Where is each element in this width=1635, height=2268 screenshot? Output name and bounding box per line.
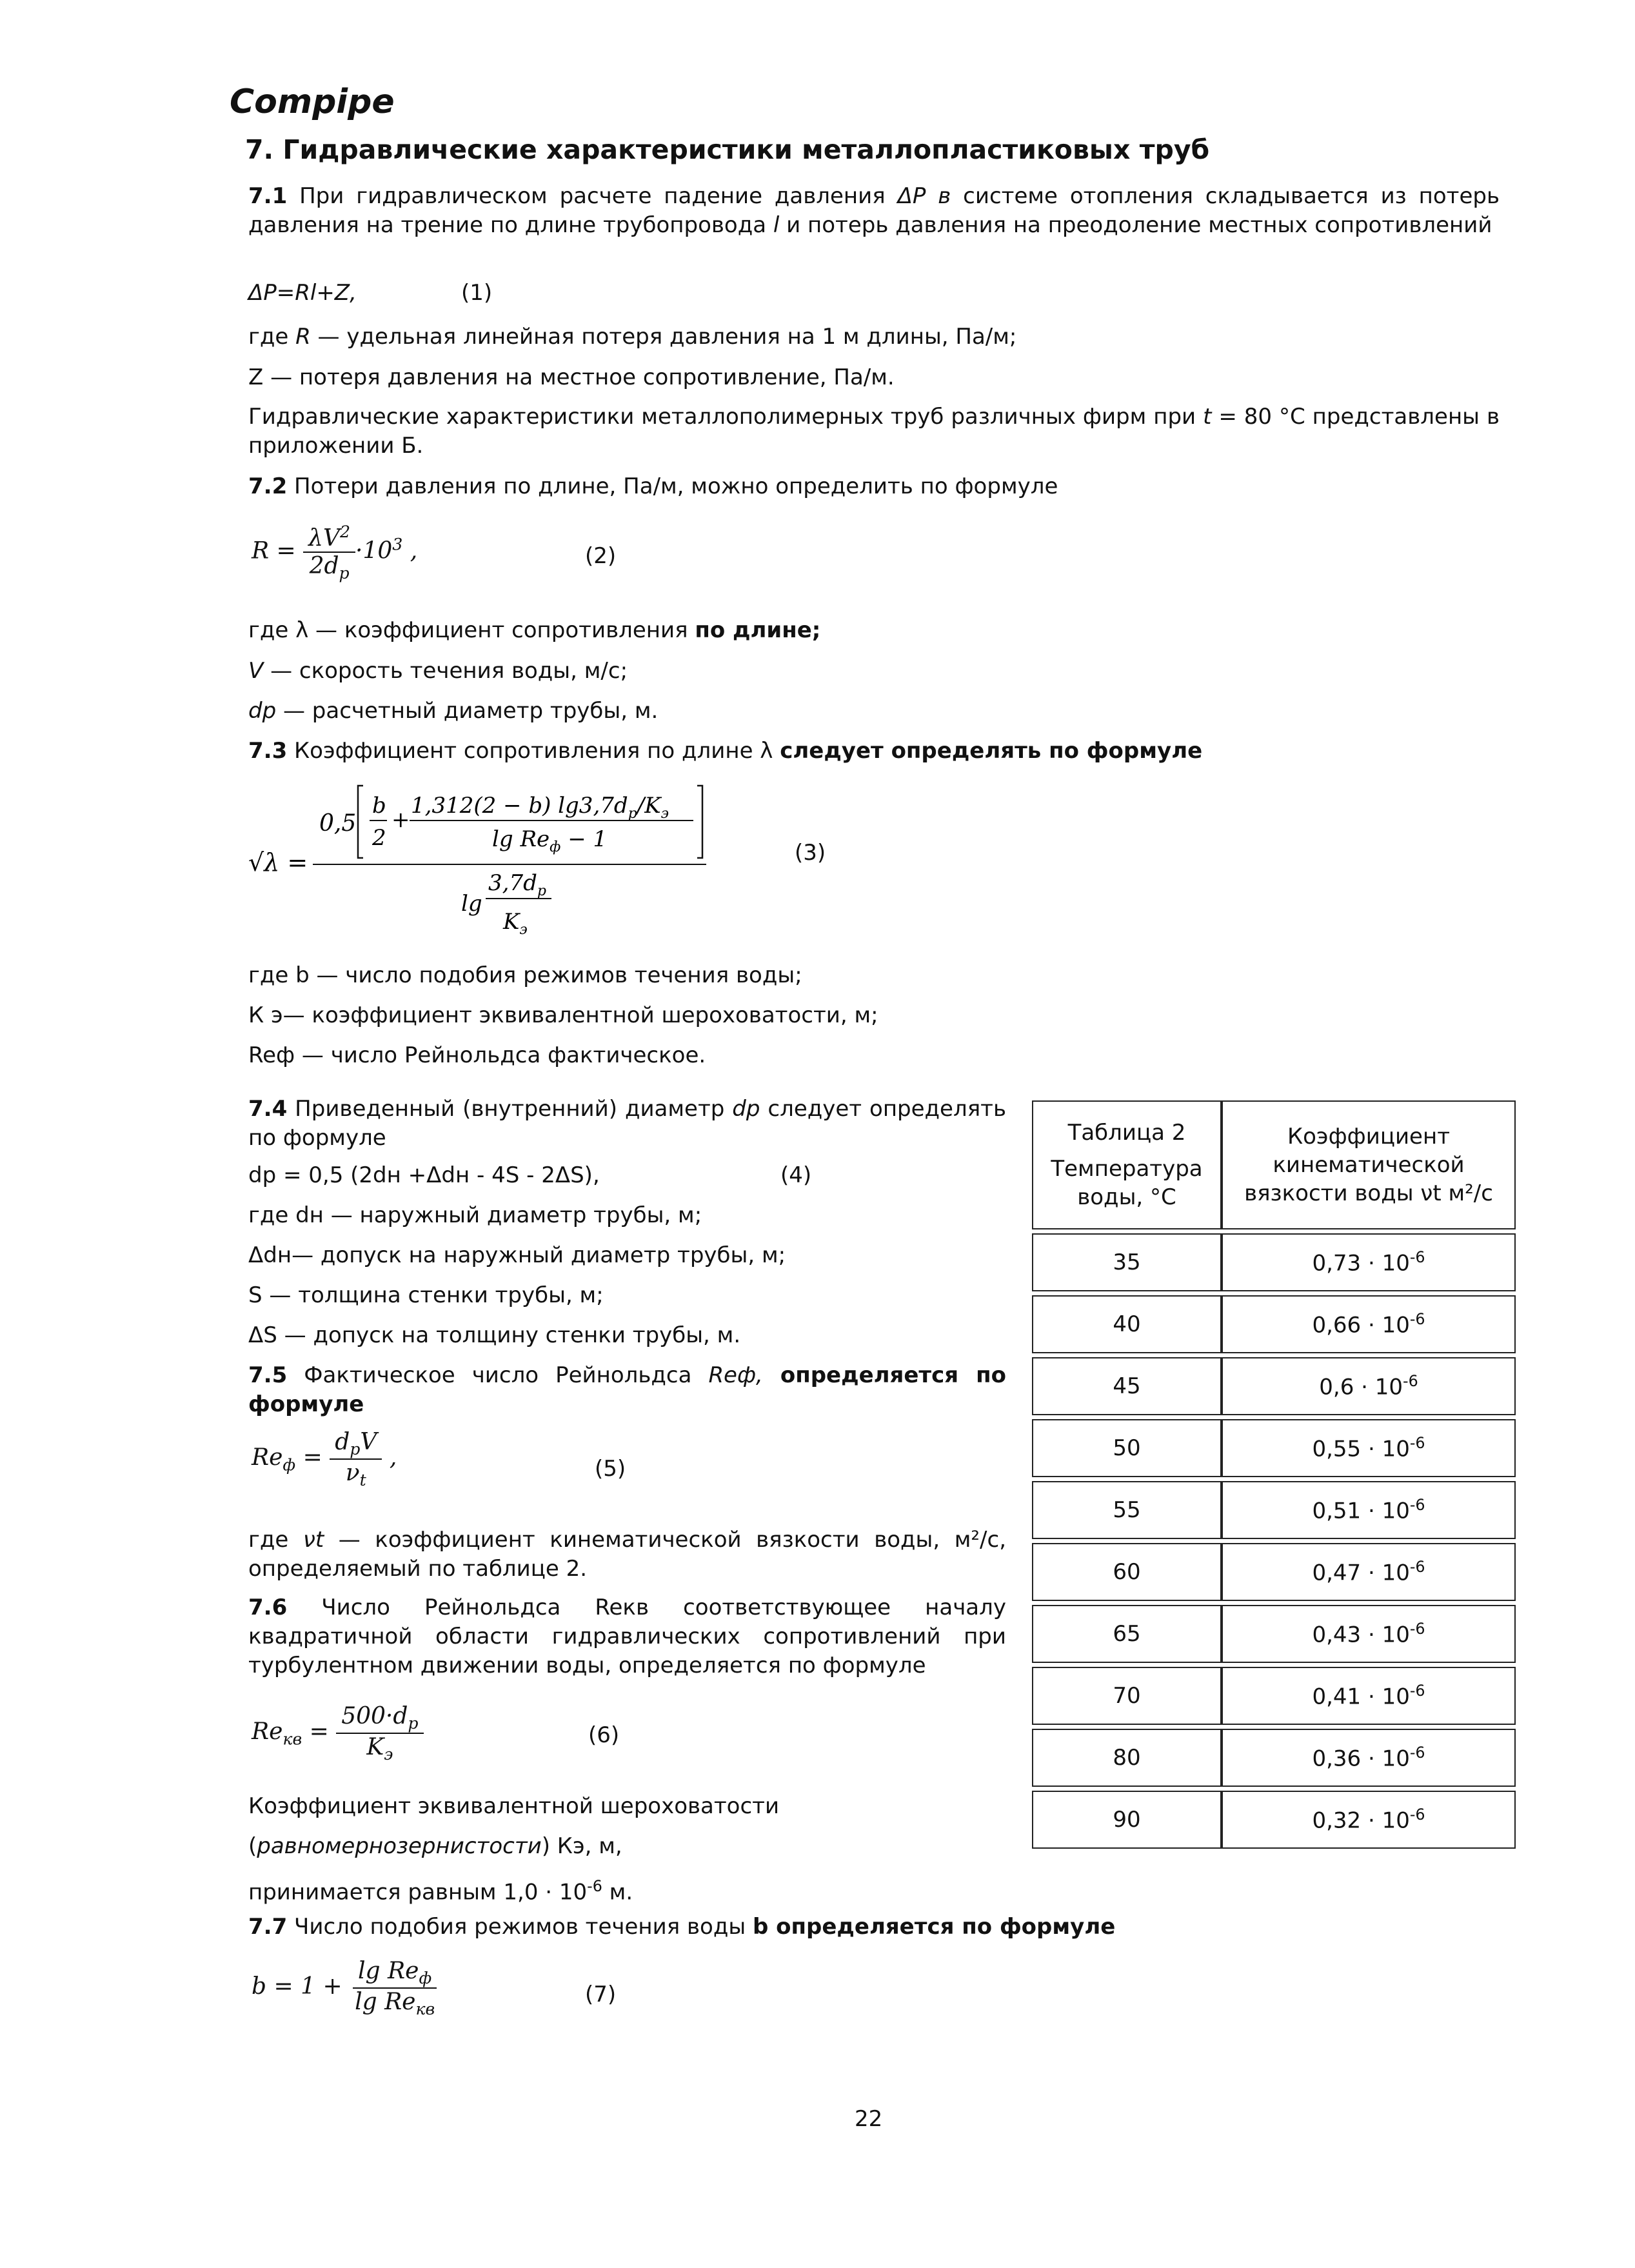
table-cell-temp: 35 bbox=[1032, 1233, 1222, 1291]
table-row bbox=[1032, 1791, 1516, 1849]
appendix-note: Гидравлические характеристики металлополимерных труб различных фирм при t = 80 °С представлены в приложении Б. bbox=[248, 404, 1500, 459]
formula-2: R = $\frac{\lambda V^2}{2d_p}$ $\cdot 10^3$ , bbox=[252, 522, 418, 583]
para-7-4: 7.4 Приведенный (внутренний) диаметр dр следует определять по формуле bbox=[248, 1096, 1007, 1151]
table-row bbox=[1032, 1295, 1516, 1353]
visc-exponent: -6 bbox=[1409, 1248, 1425, 1267]
table-row bbox=[1032, 1667, 1516, 1725]
formula-2-number: (2) bbox=[585, 543, 617, 569]
table-cell-visc bbox=[1222, 1667, 1516, 1725]
table-cell-visc bbox=[1222, 1233, 1516, 1291]
table-cell-visc bbox=[1222, 1295, 1516, 1353]
table-cell-temp: 60 bbox=[1032, 1543, 1222, 1601]
table-cell-visc bbox=[1222, 1729, 1516, 1787]
table-cell-temp: 55 bbox=[1032, 1481, 1222, 1539]
table-row bbox=[1032, 1357, 1516, 1415]
visc-value: 0,32 · 10 bbox=[1312, 1807, 1410, 1834]
svg-text:√λ =: √λ = bbox=[248, 848, 308, 877]
where-ds: ΔS — допуск на толщину стенки трубы, м. bbox=[248, 1322, 741, 1348]
visc-value: 0,43 · 10 bbox=[1312, 1622, 1410, 1648]
where-z: Z — потеря давления на местное сопротивление, Па/м. bbox=[248, 364, 895, 390]
para-7-3: 7.3 Коэффициент сопротивления по длине λ следует определять по формуле bbox=[248, 738, 1203, 764]
table-cell-visc bbox=[1222, 1543, 1516, 1601]
where-s: S — толщина стенки трубы, м; bbox=[248, 1282, 604, 1308]
visc-value: 0,6 · 10 bbox=[1319, 1374, 1403, 1400]
table-cell-temp: 40 bbox=[1032, 1295, 1222, 1353]
table-row bbox=[1032, 1605, 1516, 1663]
visc-exponent: -6 bbox=[1409, 1744, 1425, 1762]
table-row bbox=[1032, 1481, 1516, 1539]
table-row bbox=[1032, 1419, 1516, 1477]
where-nu: где νt — коэффициент кинематической вязкости воды, м²/с, определяемый по таблице 2. bbox=[248, 1527, 1006, 1582]
svg-text:lg: lg bbox=[461, 891, 482, 917]
svg-text:+: + bbox=[391, 807, 410, 833]
table-row bbox=[1032, 1729, 1516, 1787]
table-col-visc: Коэффициент кинематической вязкости воды νt м²/с bbox=[1244, 1124, 1493, 1206]
svg-text:b: b bbox=[372, 793, 386, 819]
formula-1-number: (1) bbox=[461, 280, 493, 306]
table-cell-temp: 70 bbox=[1032, 1667, 1222, 1725]
where-ddn: Δdн— допуск на наружный диаметр трубы, м; bbox=[248, 1242, 786, 1268]
para-7-7: 7.7 Число подобия режимов течения воды b определяется по формуле bbox=[248, 1914, 1116, 1940]
table-cell-visc bbox=[1222, 1605, 1516, 1663]
table-cell-temp: 80 bbox=[1032, 1729, 1222, 1787]
table-cell-visc bbox=[1222, 1481, 1516, 1539]
ke-line-2: (равномернозернистости) Кэ, м, bbox=[248, 1833, 622, 1859]
visc-exponent: -6 bbox=[1409, 1434, 1425, 1453]
visc-exponent: -6 bbox=[1409, 1682, 1425, 1700]
formula-7-number: (7) bbox=[585, 1982, 617, 2007]
table-header-visc bbox=[1222, 1100, 1516, 1229]
svg-text:0,5: 0,5 bbox=[319, 810, 357, 837]
where-b: где b — число подобия режимов течения воды; bbox=[248, 962, 802, 988]
table-row bbox=[1032, 1543, 1516, 1601]
visc-exponent: -6 bbox=[1409, 1558, 1425, 1577]
table-header-row bbox=[1032, 1100, 1516, 1229]
where-lambda: где λ — коэффициент сопротивления по длине; bbox=[248, 617, 821, 643]
visc-value: 0,41 · 10 bbox=[1312, 1684, 1410, 1710]
visc-value: 0,55 · 10 bbox=[1312, 1436, 1410, 1462]
para-7-6: 7.6 Число Рейнольдса Reкв соответствующее началу квадратичной области гидравлических сопротивлений при турбулентном движении воды, определяется по формуле bbox=[248, 1595, 1006, 1678]
section-heading: 7. Гидравлические характеристики металлопластиковых труб bbox=[245, 134, 1210, 165]
formula-3-number: (3) bbox=[795, 840, 826, 866]
visc-value: 0,66 · 10 bbox=[1312, 1312, 1410, 1338]
viscosity-table bbox=[1032, 1097, 1516, 1853]
formula-4-number: (4) bbox=[780, 1162, 812, 1188]
para-7-2: 7.2 Потери давления по длине, Па/м, можно определить по формуле bbox=[248, 473, 1058, 499]
where-r: где R — удельная линейная потеря давления на 1 м длины, Па/м; bbox=[248, 324, 1017, 350]
table-cell-visc bbox=[1222, 1419, 1516, 1477]
table-cell-temp: 45 bbox=[1032, 1357, 1222, 1415]
visc-value: 0,73 · 10 bbox=[1312, 1250, 1410, 1277]
svg-text:3,7dp: $3,7d_p$ bbox=[488, 870, 546, 899]
where-v: V — скорость течения воды, м/с; bbox=[248, 658, 628, 684]
where-dn: где dн — наружный диаметр трубы, м; bbox=[248, 1202, 702, 1228]
para-7-5: 7.5 Фактическое число Рейнольдса Reф, определяется по формуле bbox=[248, 1362, 1006, 1417]
where-re: Reф — число Рейнольдса фактическое. bbox=[248, 1042, 706, 1068]
table-row bbox=[1032, 1233, 1516, 1291]
formula-6-number: (6) bbox=[588, 1722, 620, 1748]
visc-exponent: -6 bbox=[1409, 1805, 1425, 1824]
ke-line-3: принимается равным $1,0 \cdot 10^{-6}$ м. bbox=[248, 1877, 633, 1905]
where-dp: dp — расчетный диаметр трубы, м. bbox=[248, 698, 659, 724]
svg-text:2: 2 bbox=[372, 825, 386, 851]
svg-text:Kэ: $K_э$ bbox=[503, 909, 528, 938]
para-7-1: 7.1 При гидравлическом расчете падение давления ΔP в системе отопления складывается из потерь давления на трение по длине трубопровода l и потерь давления на преодоление местных сопротивлений bbox=[248, 183, 1500, 238]
formula-7: b = 1 + $\frac{\lg Re_ф}{\lg Re_{кв}}$ bbox=[252, 1958, 440, 2018]
ke-line-1: Коэффициент эквивалентной шероховатости bbox=[248, 1793, 780, 1819]
page-number: 22 bbox=[855, 2106, 883, 2132]
table-cell-temp: 90 bbox=[1032, 1791, 1222, 1849]
table-cell-visc bbox=[1222, 1357, 1516, 1415]
visc-value: 0,36 · 10 bbox=[1312, 1746, 1410, 1772]
visc-exponent: -6 bbox=[1409, 1496, 1425, 1515]
formula-5-number: (5) bbox=[595, 1456, 626, 1482]
table-col-temp: Температура воды, °С bbox=[1051, 1156, 1203, 1210]
table-cell-temp: 65 bbox=[1032, 1605, 1222, 1663]
where-k: К э— коэффициент эквивалентной шероховатости, м; bbox=[248, 1002, 878, 1028]
formula-6: $Re_{кв}$ = $\frac{500\cdot d_p}{K_э}$ bbox=[252, 1703, 424, 1764]
visc-exponent: -6 bbox=[1409, 1310, 1425, 1329]
table-cell-temp: 50 bbox=[1032, 1419, 1222, 1477]
brand-logo: Compipe bbox=[230, 83, 395, 121]
formula-5: $Re_ф$ = $\frac{d_pV}{\nu_t}$ , bbox=[252, 1429, 397, 1490]
formula-1: ΔP=Rl+Z, bbox=[248, 280, 357, 306]
formula-4: dр = 0,5 (2dн +Δdн - 4S - 2ΔS), bbox=[248, 1162, 600, 1188]
visc-value: 0,47 · 10 bbox=[1312, 1560, 1410, 1586]
formula-3 bbox=[248, 774, 713, 948]
table-caption: Таблица 2 bbox=[1067, 1120, 1186, 1146]
visc-value: 0,51 · 10 bbox=[1312, 1498, 1410, 1524]
table-header-temp bbox=[1032, 1100, 1222, 1229]
visc-exponent: -6 bbox=[1403, 1372, 1418, 1391]
svg-text:1,312(2 − b) lg3,7dp/Kэ: 1,312(2 − b) $\lg 3,7d_p/K_э$ bbox=[411, 793, 669, 822]
svg-text:lg Reф − 1: $\lg Re_ф - 1$ bbox=[492, 826, 608, 855]
visc-exponent: -6 bbox=[1409, 1620, 1425, 1638]
table-cell-visc bbox=[1222, 1791, 1516, 1849]
